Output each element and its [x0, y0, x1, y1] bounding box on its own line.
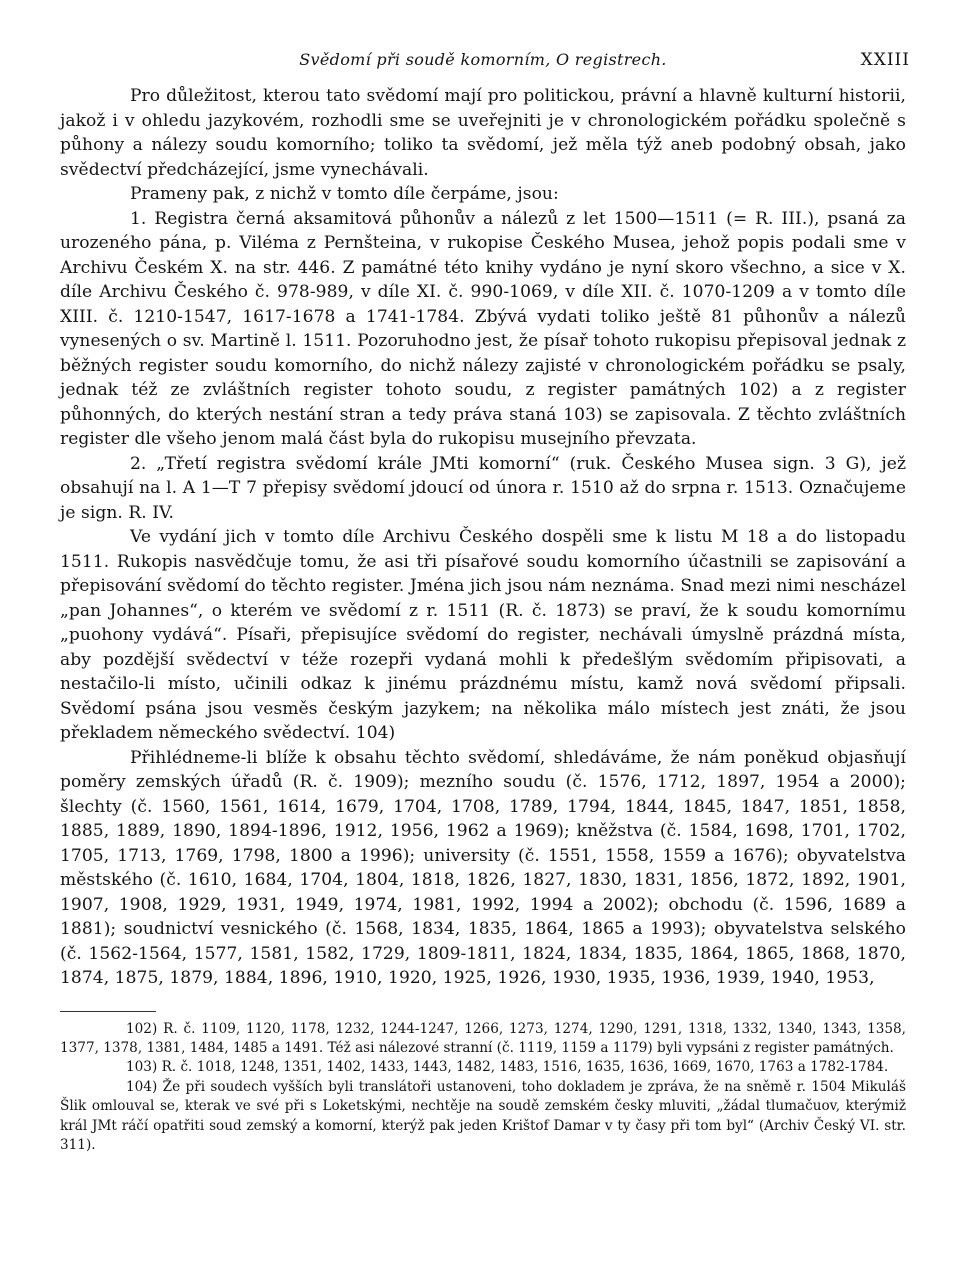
paragraph-source-2: 2. „Třetí registra svědomí krále JMti komorní“ (ruk. Českého Musea sign. 3 G), jež obsahují na l. A 1—T 7 přepisy svědomí jdoucí od února r. 1510 až do srpna r. 1513. Označujeme je sign. R. IV. — [60, 453, 906, 523]
footnote-103: 103) R. č. 1018, 1248, 1351, 1402, 1433, 1443, 1482, 1483, 1516, 1635, 1636, 1669, 1670, 1763 a 1782-1784. — [126, 1059, 889, 1076]
paragraph-edition: Ve vydání jich v tomto díle Archivu Českého dospěli sme k listu M 18 a do listopadu 1511. Rukopis nasvědčuje tomu, že asi tři písařové soudu komorního účastnili se zapisování a přepisování svědomí do těchto register. Jména jich jsou nám neznáma. Snad mezi nimi nescházel „pan Johannes“, o kterém ve svědomí z r. 1511 (R. č. 1873) se praví, že k soudu komornímu „puohony vydává“. Písaři, přepisujíce svědomí do register, nechávali úmyslně prázdná místa, aby pozdější svědectví v téže rozepři vydaná mohli k předešlým svědomím připisovati, a nestačilo-li místo, učinili odkaz k jinému prázdnému místu, kamž nová svědomí připsali. Svědomí psána jsou vesměs českým jazykem; na několika málo místech jest znáti, že jsou překladem německého svědectví. 104) — [60, 527, 906, 743]
footnote-104: 104) Že při soudech vyšších byli translátoři ustanoveni, toho dokladem je zpráva, že na sněmě r. 1504 Mikuláš Šlik omlouval se, kterak ve své při s Loketskými, nechtěje na soudě zemském česky mluviti, „žádal tlumačuov, kterýmiž král JMt ráčí opatřiti soud zemský a komorní, kterýž pak jeden Krištof Damar v ty časy při tom byl“ (Archiv Český VI. str. 311). — [60, 1078, 906, 1153]
footnote-divider — [60, 1011, 156, 1012]
paragraph-contents: Přihlédneme-li blíže k obsahu těchto svědomí, shledáváme, že nám poněkud objasňují poměry zemských úřadů (R. č. 1909); mezního soudu (č. 1576, 1712, 1897, 1954 a 2000); šlechty (č. 1560, 1561, 1614, 1679, 1704, 1708, 1789, 1794, 1844, 1845, 1847, 1851, 1858, 1885, 1889, 1890, 1894-1896, 1912, 1956, 1962 a 1969); kněžstva (č. 1584, 1698, 1701, 1702, 1705, 1713, 1769, 1798, 1800 a 1996); university (č. 1551, 1558, 1559 a 1676); obyvatelstva městského (č. 1610, 1684, 1704, 1804, 1818, 1826, 1827, 1830, 1831, 1856, 1872, 1892, 1901, 1907, 1908, 1929, 1931, 1949, 1974, 1981, 1992, 1994 a 2002); obchodu (č. 1596, 1689 a 1881); soudnictví vesnického (č. 1568, 1834, 1835, 1864, 1865 a 1993); obyvatelstva selského (č. 1562-1564, 1577, 1581, 1582, 1729, 1809-1811, 1824, 1834, 1835, 1864, 1865, 1868, 1870, 1874, 1875, 1879, 1884, 1896, 1910, 1920, 1925, 1926, 1930, 1935, 1936, 1939, 1940, 1953, — [60, 747, 906, 988]
running-title: Svědomí při soudě komorním, O registrech. — [299, 50, 667, 69]
main-text — [60, 84, 906, 991]
paragraph-sources-intro: Prameny pak, z nichž v tomto díle čerpáme, jsou: — [130, 184, 559, 204]
footnote-102: 102) R. č. 1109, 1120, 1178, 1232, 1244-1247, 1266, 1273, 1274, 1290, 1291, 1318, 1332, 1340, 1343, 1358, 1377, 1378, 1381, 1484, 1485 a 1491. Též asi nálezové stranní (č. 1119, 1159 a 1179) byli vypsáni z register památných. — [60, 1020, 906, 1056]
footnotes — [60, 1020, 906, 1156]
paragraph-importance: Pro důležitost, kterou tato svědomí mají pro politickou, právní a hlavně kulturní historii, jakož i v ohledu jazykovém, rozhodli sme se uveřejniti je v chronologickém pořádku společně s půhony a nálezy soudu komorního; toliko ta svědomí, jež měla týž aneb podobný obsah, jako svědectví předcházející, jsme vynechávali. — [60, 86, 906, 180]
book-page — [60, 48, 910, 1155]
page-number: XXIII — [860, 50, 910, 70]
page-header — [60, 48, 910, 78]
paragraph-source-1: 1. Registra černá aksamitová půhonův a nálezů z let 1500—1511 (= R. III.), psaná za urozeného pána, p. Viléma z Pernšteina, v rukopise Českého Musea, jehož popis podali sme v Archivu Českém X. na str. 446. Z památné této knihy vydáno je nyní skoro všechno, a sice v X. díle Archivu Českého č. 978-989, v díle XI. č. 990-1069, v díle XII. č. 1070-1209 a v tomto díle XIII. č. 1210-1547, 1617-1678 a 1741-1784. Zbývá vydati toliko ještě 81 půhonův a nálezů vynesených o sv. Martině l. 1511. Pozoruhodno jest, že písař tohoto rukopisu přepisoval jednak z běžných register soudu komorního, do nichž nálezy zajisté v chronologickém pořádku se psaly, jednak též ze zvláštních register tohoto soudu, z register památných 102) a z register půhonných, do kterých nestání stran a tedy práva staná 103) se zapisovala. Z těchto zvláštních register dle všeho jenom malá část byla do rukopisu musejního převzata. — [60, 208, 906, 449]
